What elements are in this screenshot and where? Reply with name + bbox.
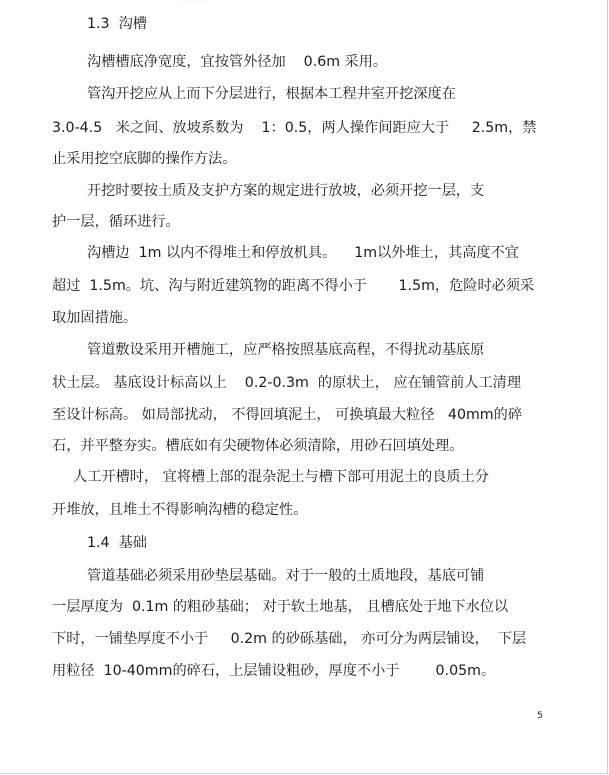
- text-line: 状土层。 基底设计标高以上 0.2-0.3m 的原状土， 应在铺管前人工清理: [52, 375, 522, 391]
- text-line: 用粒径 10-40mm的碎石，上层铺设粗砂，厚度不小于 0.05m。: [52, 663, 496, 679]
- header-strip: ··· ···· ···: [180, 0, 208, 3]
- text-line: 人工开槽时， 宜将槽上部的混杂泥土与槽下部可用泥土的良质土分: [73, 469, 489, 485]
- text-line: 至设计标高。 如局部扰动， 不得回填泥土， 可换填最大粒径 40mm的碎: [52, 407, 523, 423]
- section-heading-1-3: 1.3 沟槽: [87, 16, 147, 32]
- text-line: 管道基础必须采用砂垫层基础。对于一般的土质地段，基底可铺: [87, 568, 485, 584]
- text-line: 沟槽边 1m 以内不得堆土和停放机具。 1m以外堆土，其高度不宜: [87, 245, 519, 261]
- text-line: 3.0-4.5 米之间、放坡系数为 1：0.5，两人操作间距应大于 2.5m，禁: [52, 120, 537, 136]
- text-line: 沟槽槽底净宽度，宜按管外径加 0.6m 采用。: [87, 54, 388, 70]
- text-line: 管沟开挖应从上而下分层进行，根据本工程井室开挖深度在: [87, 86, 456, 102]
- section-heading-1-4: 1.4 基础: [87, 535, 147, 551]
- text-line: 管道敷设采用开槽施工，应严格按照基底高程，不得扰动基底原: [87, 342, 485, 358]
- text-line: 超过 1.5m。坑、沟与附近建筑物的距离不得小于 1.5m，危险时必须采: [52, 278, 535, 294]
- text-line: 石，并平整夯实。槽底如有尖硬物体必须清除，用砂石回填处理。: [52, 438, 464, 454]
- text-line: 一层厚度为 0.1m 的粗砂基础； 对于软土地基， 且槽底处于地下水位以: [52, 599, 509, 615]
- page-number: 5: [537, 711, 543, 721]
- text-line: 取加固措施。: [52, 310, 138, 326]
- text-line: 止采用挖空底脚的操作方法。: [52, 151, 237, 167]
- text-line: 护一层，循环进行。: [52, 214, 180, 230]
- text-line: 开堆放，且堆土不得影响沟槽的稳定性。: [52, 502, 308, 518]
- text-line: 下时，一铺垫厚度不小于 0.2m 的砂砾基础， 亦可分为两层铺设， 下层: [52, 631, 527, 647]
- text-line: 开挖时要按土质及支护方案的规定进行放坡，必须开挖一层，支: [87, 183, 485, 199]
